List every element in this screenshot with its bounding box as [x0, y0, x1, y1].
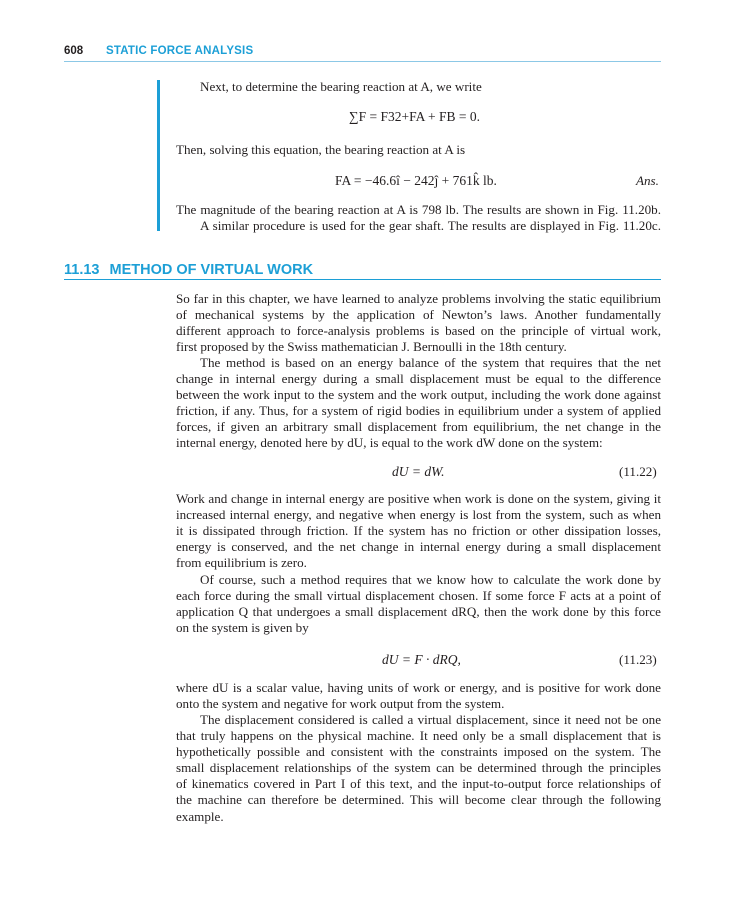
example-solve-text: Then, solving this equation, the bearing reaction at A is: [176, 142, 466, 157]
paragraph-line: different approach to force-analysis problems is based on the principle of virtual work,: [176, 323, 661, 339]
paragraph-line: Of course, such a method requires that we know how to calculate the work done by: [200, 572, 661, 587]
example-solve-line: [176, 142, 465, 158]
equation-11-23-number: (11.23): [619, 652, 657, 667]
paragraph-line: forces, if given an arbitrary small displacement from equilibrium, the net change in the: [176, 419, 661, 435]
example-intro: [200, 79, 482, 95]
example-sidebar-bar: [157, 80, 160, 231]
equation-11-23: [382, 652, 461, 668]
paragraph-line: it is dissipated through friction. If the system has no friction or other dissipation losses,: [176, 523, 661, 539]
paragraph-1: [176, 291, 661, 355]
paragraph-line: application Q that undergoes a small displacement dRQ, then the work done by this force: [176, 604, 661, 620]
section-rule: [64, 279, 661, 280]
example-result-line: The magnitude of the bearing reaction at A is 798 lb. The results are shown in Fig. 11.20b.: [176, 202, 661, 217]
example-result-line: A similar procedure is used for the gear shaft. The results are displayed in Fig. 11.20c.: [200, 218, 661, 234]
paragraph-6: [176, 712, 661, 825]
paragraph-line: hypothetically possible and consistent with the constraints imposed on the system. The: [176, 744, 661, 760]
paragraph-line: from equilibrium is zero.: [176, 555, 307, 571]
section-number: 11.13: [64, 262, 100, 278]
paragraph-line: each force during the small virtual displacement chosen. If some force F acts at a point of: [176, 588, 661, 604]
example-intro-text: Next, to determine the bearing reaction at A, we write: [200, 79, 482, 94]
paragraph-line: So far in this chapter, we have learned to analyze problems involving the static equilibrium: [176, 291, 661, 306]
paragraph-3: [176, 491, 661, 571]
equation-11-22-number: (11.22): [619, 464, 657, 479]
equation-bearing-reaction: FA = −46.6î − 242ĵ + 761k̂ lb.: [335, 173, 497, 188]
equation-11-22: [392, 464, 445, 480]
paragraph-line: of kinematics covered in Part I of this text, and the input-to-output force relationships of: [176, 776, 661, 792]
section-title: METHOD OF VIRTUAL WORK: [109, 262, 314, 278]
section-heading: [64, 262, 313, 278]
paragraph-line: change in internal energy during a small displacement must be equal to the difference: [176, 371, 661, 387]
paragraph-line: of mechanical systems by the application of Newton’s laws. Another fundamentally: [176, 307, 661, 323]
paragraph-line: the machine can therefore be determined. This will become clear through the following: [176, 792, 661, 808]
paragraph-line: onto the system and negative for work output from the system.: [176, 696, 505, 712]
paragraph-line: energy is conserved, and the net change in internal energy during a small displacement: [176, 539, 661, 555]
paragraph-line: where dU is a scalar value, having units of work or energy, and is positive for work done: [176, 680, 661, 695]
paragraph-line: increased internal energy, and negative when energy is lost from the system, such as when: [176, 507, 661, 523]
paragraph-line: first proposed by the Swiss mathematician J. Bernoulli in the 18th century.: [176, 339, 567, 355]
paragraph-2: [176, 355, 661, 452]
running-title: STATIC FORCE ANALYSIS: [106, 45, 254, 57]
example-results: [176, 202, 661, 234]
paragraph-line: small displacement relationships of the system can be determined through the principles: [176, 760, 661, 776]
equation-11-23-text: dU = F · dRQ,: [382, 652, 461, 667]
paragraph-line: between the work input to the system and the work output, including the work done against: [176, 387, 661, 403]
paragraph-line: example.: [176, 808, 224, 824]
equation-11-22-text: dU = dW.: [392, 464, 445, 479]
header-rule: [64, 61, 661, 62]
paragraph-5: [176, 680, 661, 712]
paragraph-line: Work and change in internal energy are positive when work is done on the system, giving it: [176, 491, 661, 506]
equation-force-sum: ∑F = F32+FA + FB = 0.: [349, 109, 480, 124]
page-number: 608: [64, 45, 84, 57]
paragraph-line: on the system is given by: [176, 620, 309, 636]
paragraph-line: The method is based on an energy balance of the system that requires that the net: [200, 355, 661, 370]
paragraph-line: friction, if any. Thus, for a system of rigid bodies in equilibrium under a system of applied: [176, 403, 661, 419]
answer-label: Ans.: [636, 173, 659, 188]
paragraph-line: internal energy, denoted here by dU, is equal to the work dW done on the system:: [176, 435, 603, 451]
paragraph-line: The displacement considered is called a virtual displacement, since it need not be one: [200, 712, 661, 727]
paragraph-line: that truly happens on the physical machine. It need only be a small displacement that is: [176, 728, 661, 744]
paragraph-4: [176, 572, 661, 636]
